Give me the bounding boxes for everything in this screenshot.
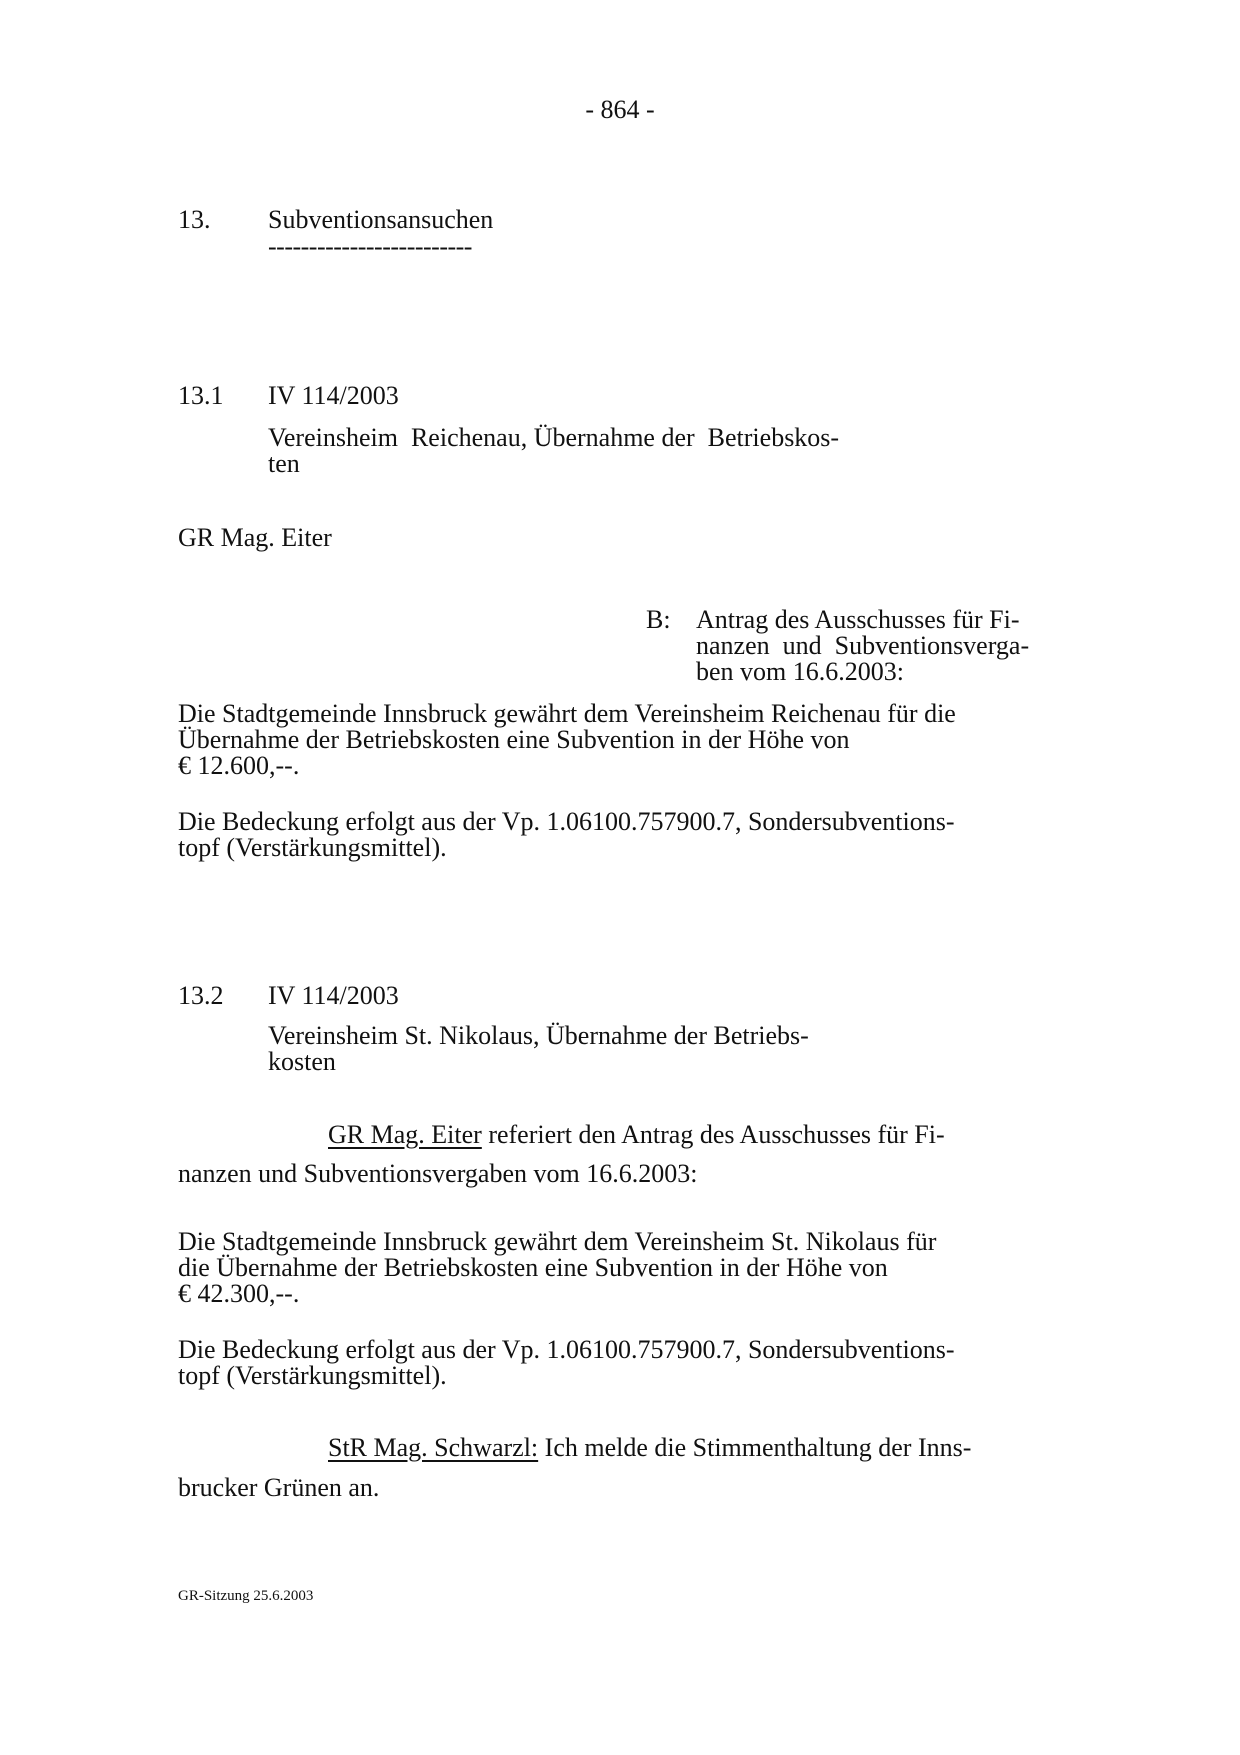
item2-speech-line1-rest: referiert den Antrag des Ausschusses für Fi- — [481, 1120, 945, 1149]
item1-resolution-line3: € 12.600,--. — [178, 751, 300, 780]
section-number: 13. — [178, 205, 211, 234]
item1-coverage-line2: topf (Verstärkungsmittel). — [178, 833, 447, 862]
item2-resolution-line3: € 42.300,--. — [178, 1279, 300, 1308]
item1-reference: IV 114/2003 — [268, 381, 399, 410]
item2-subject-line2: kosten — [268, 1047, 336, 1076]
item1-subject-line1: Vereinsheim Reichenau, Übernahme der Betriebskos- — [268, 423, 840, 452]
item2-subject-line1: Vereinsheim St. Nikolaus, Übernahme der Betriebs- — [268, 1021, 809, 1050]
item2-coverage-line1: Die Bedeckung erfolgt aus der Vp. 1.06100.757900.7, Sondersubventions- — [178, 1335, 955, 1364]
item2-reference: IV 114/2003 — [268, 981, 399, 1010]
item2-speech-line2: nanzen und Subventionsvergaben vom 16.6.2003: — [178, 1159, 698, 1188]
item1-coverage-line1: Die Bedeckung erfolgt aus der Vp. 1.06100.757900.7, Sondersubventions- — [178, 807, 955, 836]
item2-statement-line2: brucker Grünen an. — [178, 1473, 380, 1502]
footer: GR-Sitzung 25.6.2003 — [178, 1588, 314, 1604]
item1-number: 13.1 — [178, 381, 224, 410]
item1-motion-label: B: — [646, 605, 671, 634]
section-title: Subventionsansuchen — [268, 205, 494, 234]
item2-statement-speaker: StR Mag. Schwarzl: — [328, 1433, 539, 1462]
item1-subject-line2: ten — [268, 449, 300, 478]
section-title-underline: ------------------------- — [268, 232, 472, 261]
page-number: - 864 - — [585, 95, 655, 124]
item2-speech-line1 — [328, 1121, 945, 1149]
item1-resolution-line1: Die Stadtgemeinde Innsbruck gewährt dem Vereinsheim Reichenau für die — [178, 699, 956, 728]
item2-coverage-line2: topf (Verstärkungsmittel). — [178, 1361, 447, 1390]
item1-speaker: GR Mag. Eiter — [178, 523, 332, 552]
item1-motion-line2: nanzen und Subventionsverga- — [696, 631, 1030, 660]
item1-motion-line1: Antrag des Ausschusses für Fi- — [696, 605, 1020, 634]
item2-statement-line1-rest: Ich melde die Stimmenthaltung der Inns- — [538, 1433, 972, 1462]
item2-number: 13.2 — [178, 981, 224, 1010]
item2-resolution-line2: die Übernahme der Betriebskosten eine Subvention in der Höhe von — [178, 1253, 888, 1282]
item1-resolution-line2: Übernahme der Betriebskosten eine Subvention in der Höhe von — [178, 725, 850, 754]
item2-resolution-line1: Die Stadtgemeinde Innsbruck gewährt dem Vereinsheim St. Nikolaus für — [178, 1227, 937, 1256]
item2-statement-line1 — [328, 1434, 971, 1462]
item2-speaker: GR Mag. Eiter — [328, 1120, 482, 1149]
item1-motion-line3: ben vom 16.6.2003: — [696, 657, 904, 686]
